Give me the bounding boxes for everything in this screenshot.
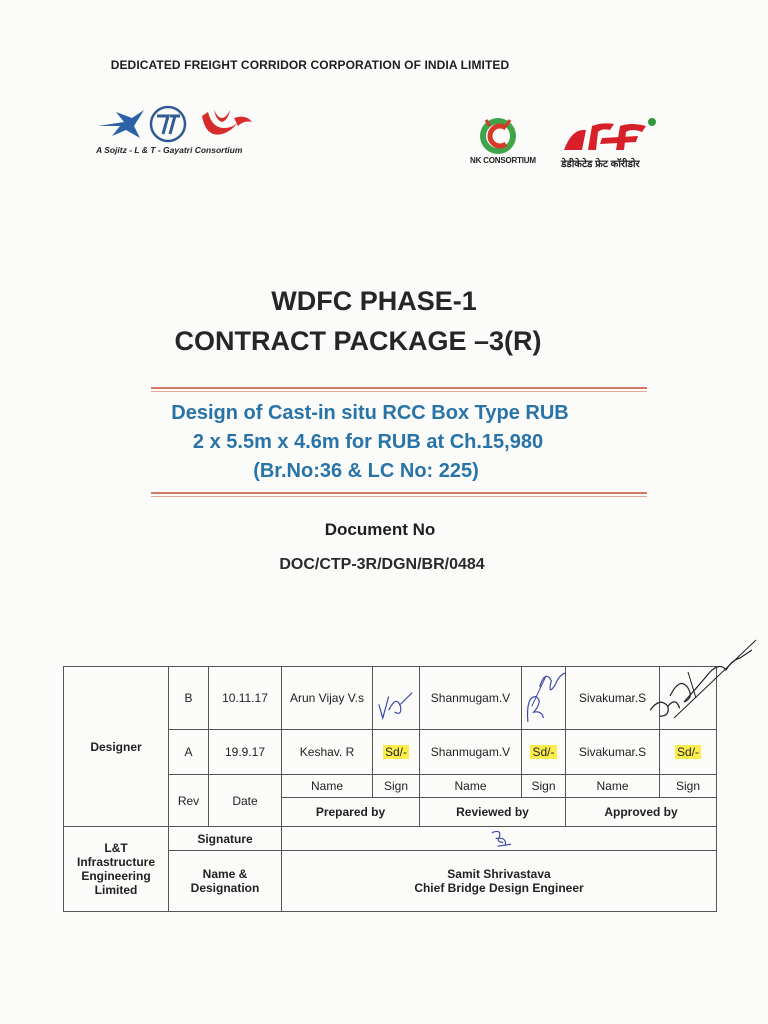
lt-logo-icon xyxy=(151,107,185,141)
prepared-name-rev-b: Arun Vijay V.s xyxy=(282,667,373,730)
document-number-label: Document No xyxy=(324,520,436,539)
table-row xyxy=(64,667,717,730)
reviewed-name-rev-b: Shanmugam.V xyxy=(420,667,522,730)
organization-name: DEDICATED FREIGHT CORRIDOR CORPORATION OF INDIA LIMITED xyxy=(110,58,510,72)
date-column-header: Date xyxy=(209,775,282,827)
sd-highlight: Sd/- xyxy=(676,745,699,759)
reviewed-sign-header: Sign xyxy=(522,775,566,798)
prepared-name-header: Name xyxy=(282,775,373,798)
sd-highlight: Sd/- xyxy=(532,745,555,759)
name-designation-label: Name & Designation xyxy=(169,851,282,912)
approver-signature-flourish-icon xyxy=(640,636,758,726)
designer-label: Designer xyxy=(64,667,169,827)
rev-b: B xyxy=(169,667,209,730)
rev-a: A xyxy=(169,730,209,775)
title-line-2: CONTRACT PACKAGE –3(R) xyxy=(174,326,542,356)
approved-by-header: Approved by xyxy=(566,798,717,827)
divider-bottom xyxy=(151,492,647,494)
approved-name-rev-b: Sivakumar.S xyxy=(566,667,660,730)
reviewed-sign-rev-a xyxy=(522,730,566,775)
gayatri-logo-icon xyxy=(202,110,252,135)
document-number: DOC/CTP-3R/DGN/BR/0484 xyxy=(279,556,485,573)
rev-column-header: Rev xyxy=(169,775,209,827)
subject-line-3: (Br.No:36 & LC No: 225) xyxy=(253,460,479,482)
dfc-mark-icon xyxy=(564,118,656,150)
dfccil-caption: डेडीकेटेड फ्रेट कॉरीडोर xyxy=(561,159,640,170)
reviewed-name-rev-a: Shanmugam.V xyxy=(420,730,522,775)
prepared-sign-header: Sign xyxy=(373,775,420,798)
approved-name-rev-a: Sivakumar.S xyxy=(566,730,660,775)
dfccil-logo xyxy=(562,116,660,160)
approved-sign-rev-a xyxy=(660,730,717,775)
consortium-caption: A Sojitz - L & T - Gayatri Consortium xyxy=(96,145,243,155)
approved-name-header: Name xyxy=(566,775,660,798)
signatory-designation: Chief Bridge Design Engineer xyxy=(414,881,584,895)
prepared-by-header: Prepared by xyxy=(282,798,420,827)
subject-line-1: Design of Cast-in situ RCC Box Type RUB xyxy=(171,402,569,424)
title-line-1: WDFC PHASE-1 xyxy=(271,286,477,316)
revision-table xyxy=(63,666,717,912)
sojitz-star-icon xyxy=(98,110,144,138)
nk-consortium-caption: NK CONSORTIUM xyxy=(470,156,536,165)
reviewed-signature-rev-b xyxy=(522,667,566,730)
nk-emblem-icon xyxy=(480,118,516,154)
table-row xyxy=(64,827,717,851)
company-name: L&T Infrastructure Engineering Limited xyxy=(64,827,169,912)
approved-sign-header: Sign xyxy=(660,775,717,798)
reviewed-by-header: Reviewed by xyxy=(420,798,566,827)
prepared-sign-rev-a xyxy=(373,730,420,775)
handwritten-signature-icon xyxy=(282,827,716,850)
handwritten-signature-icon xyxy=(373,667,419,729)
signatory-details xyxy=(282,851,717,912)
date-rev-a: 19.9.17 xyxy=(209,730,282,775)
sd-highlight: Sd/- xyxy=(384,745,407,759)
signatory-name: Samit Shrivastava xyxy=(447,867,551,881)
prepared-name-rev-a: Keshav. R xyxy=(282,730,373,775)
signature-label: Signature xyxy=(169,827,282,851)
handwritten-signature-icon xyxy=(522,667,565,729)
date-rev-b: 10.11.17 xyxy=(209,667,282,730)
divider-top xyxy=(151,387,647,389)
reviewed-name-header: Name xyxy=(420,775,522,798)
subject-line-2: 2 x 5.5m x 4.6m for RUB at Ch.15,980 xyxy=(192,431,544,453)
company-signature xyxy=(282,827,717,851)
prepared-signature-rev-b xyxy=(373,667,420,730)
